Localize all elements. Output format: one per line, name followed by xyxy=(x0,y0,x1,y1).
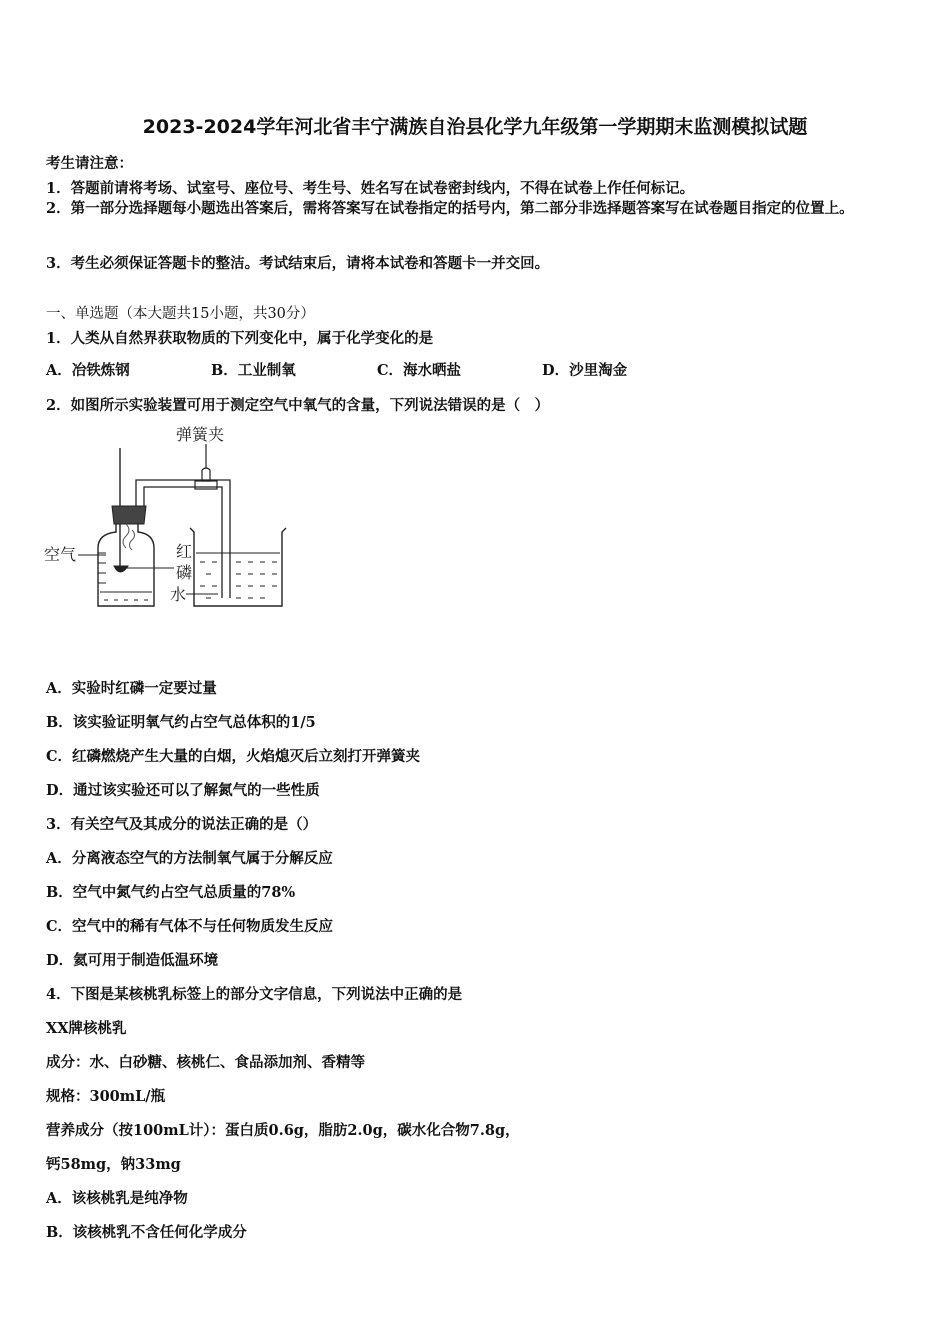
air-label: 空气 xyxy=(44,545,77,564)
q1-option-c: C．海水晒盐 xyxy=(377,362,462,379)
apparatus-diagram xyxy=(40,420,340,620)
label-brand: XX牌核桃乳 xyxy=(46,1020,127,1037)
notice-item-3: 3．考生必须保证答题卡的整洁。考试结束后，请将本试卷和答题卡一并交回。 xyxy=(46,255,550,272)
label-ingredients: 成分：水、白砂糖、核桃仁、食品添加剂、香精等 xyxy=(46,1054,365,1071)
question-1-stem: 1．人类从自然界获取物质的下列变化中，属于化学变化的是 xyxy=(46,330,434,347)
question-4-stem: 4．下图是某核桃乳标签上的部分文字信息，下列说法中正确的是 xyxy=(46,986,463,1003)
question-2-stem: 2．如图所示实验装置可用于测定空气中氧气的含量，下列说法错误的是（ ） xyxy=(46,397,550,414)
question-3-stem: 3．有关空气及其成分的说法正确的是（） xyxy=(46,816,318,833)
stopper xyxy=(112,506,146,524)
phosphorus-label-1: 红 xyxy=(176,542,193,561)
q4-option-b: B．该核桃乳不含任何化学成分 xyxy=(46,1224,247,1241)
q2-option-b: B．该实验证明氧气约占空气总体积的1/5 xyxy=(46,714,316,731)
q4-option-a: A．该核桃乳是纯净物 xyxy=(46,1190,188,1207)
label-nutrition: 营养成分（按100mL计）：蛋白质0.6g，脂肪2.0g，碳水化合物7.8g， xyxy=(46,1122,520,1139)
notice-heading: 考生请注意： xyxy=(46,155,133,172)
notice-item-2: 2．第一部分选择题每小题选出答案后，需将答案写在试卷指定的括号内，第二部分非选择题答案写在试卷题目指定的位置上。 xyxy=(46,200,854,217)
q2-option-a: A．实验时红磷一定要过量 xyxy=(46,680,217,697)
apparatus-figure xyxy=(40,420,340,624)
q1-option-d: D．沙里淘金 xyxy=(542,362,628,379)
combustion-spoon xyxy=(114,566,128,572)
q1-option-b: B．工业制氧 xyxy=(211,362,296,379)
q3-option-a: A．分离液态空气的方法制氧气属于分解反应 xyxy=(46,850,333,867)
section-heading: 一、单选题（本大题共15小题，共30分） xyxy=(46,306,315,322)
q2-option-d: D．通过该实验还可以了解氮气的一些性质 xyxy=(46,782,320,799)
q3-option-c: C．空气中的稀有气体不与任何物质发生反应 xyxy=(46,918,334,935)
phosphorus-label-2: 磷 xyxy=(176,563,193,582)
water-label: 水 xyxy=(170,585,187,604)
q3-option-b: B．空气中氮气约占空气总质量的78% xyxy=(46,884,296,901)
q2-option-c: C．红磷燃烧产生大量的白烟，火焰熄灭后立刻打开弹簧夹 xyxy=(46,748,421,765)
q1-option-a: A．冶铁炼钢 xyxy=(46,362,130,379)
smoke-wisp xyxy=(130,530,135,550)
notice-item-1: 1．答题前请将考场、试室号、座位号、考生号、姓名写在试卷密封线内，不得在试卷上作任何标记。 xyxy=(46,180,695,197)
q3-option-d: D．氦可用于制造低温环境 xyxy=(46,952,219,969)
label-spec: 规格：300mL/瓶 xyxy=(46,1088,166,1105)
spring-clamp xyxy=(195,481,217,489)
label-minerals: 钙58mg，钠33mg xyxy=(46,1156,181,1173)
smoke-wisp xyxy=(123,524,129,548)
page-title: 2023-2024学年河北省丰宁满族自治县化学九年级第一学期期末监测模拟试题 xyxy=(142,116,808,138)
clamp-label: 弹簧夹 xyxy=(176,425,225,444)
clamp-head xyxy=(202,468,210,481)
